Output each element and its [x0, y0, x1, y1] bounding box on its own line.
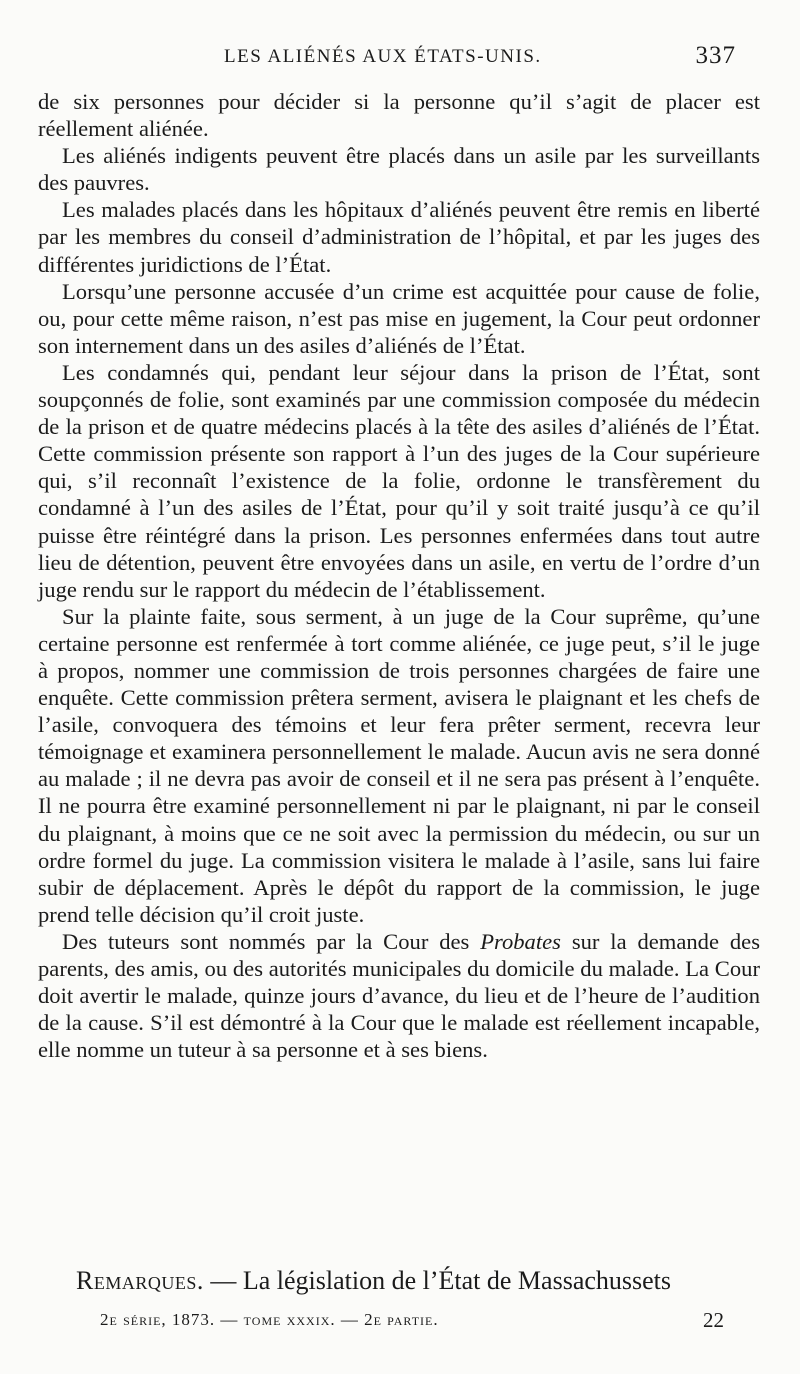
paragraph-text: sur la demande des parents, des amis, ou des autorités municipales du domicile du malade. La Cour doit avertir le malade, quinze jours d’avance, du lieu et de l’heure de l’audition de la cause. S’il est démontré à la Cour que le malade est réellement incapable, elle nomme un tuteur à sa personne et à ses biens.	[38, 928, 760, 1063]
printer-signature: 2e série, 1873. — tome xxxix. — 2e partie.	[100, 1310, 439, 1329]
paragraph: Sur la plainte faite, sous serment, à un juge de la Cour suprême, qu’une certaine personne est renfermée à tort comme aliénée, ce juge peut, s’il le juge à propos, nommer une commission de trois personnes chargées de faire une enquête. Cette commission prêtera serment, avisera le plaignant et les chefs de l’asile, convoquera des témoins et leur fera prêter serment, recevra leur témoignage et examinera personnellement le malade. Aucun avis ne sera donné au malade ; il ne devra pas avoir de conseil et il ne sera pas présent à l’enquête. Il ne pourra être examiné personnellement ni par le plaignant, ni par le conseil du plaignant, à moins que ce ne soit avec la permission du médecin, ou sur un ordre formel du juge. La commission visitera le malade à l’asile, sans lui faire subir de déplacement. Après le dépôt du rapport de la commission, le juge prend telle décision qu’il croit juste.	[38, 603, 760, 927]
body-text	[38, 88, 760, 1063]
remarks-text: — La législation de l’État de Massachussets	[203, 1266, 672, 1295]
paragraph: Les condamnés qui, pendant leur séjour dans la prison de l’État, sont soupçonnés de folie, sont examinés par une commission composée du médecin de la prison et de quatre médecins placés à la tête des asiles d’aliénés de l’État. Cette commission présente son rapport à l’un des juges de la Cour supérieure qui, s’il reconnaît l’existence de la folie, ordonne le transfèrement du condamné à l’un des asiles de l’État, pour qu’il y soit traité jusqu’à ce qu’il puisse être réintégré dans la prison. Les personnes enfermées dans tout autre lieu de détention, peuvent être envoyées dans un asile, en vertu de l’ordre d’un juge rendu sur le rapport du médecin de l’établissement.	[38, 359, 760, 602]
remarks-heading: Remarques.	[76, 1266, 204, 1295]
page-number: 337	[695, 42, 736, 69]
remarks-line	[38, 1266, 760, 1296]
running-head	[36, 44, 736, 78]
paragraph-text: Des tuteurs sont nommés par la Cour des	[62, 928, 481, 954]
paragraph: de six personnes pour décider si la personne qu’il s’agit de placer est réellement aliénée.	[38, 89, 760, 142]
paragraph: Les malades placés dans les hôpitaux d’aliénés peuvent être remis en liberté par les membres du conseil d’administration de l’hôpital, et par les juges des différentes juridictions de l’État.	[38, 197, 760, 277]
paragraph: Les aliénés indigents peuvent être placés dans un asile par les surveillants des pauvres.	[38, 143, 760, 196]
emphasis-probates: Probates	[480, 928, 561, 954]
sheet-number: 22	[703, 1308, 724, 1332]
paragraph: Lorsqu’une personne accusée d’un crime est acquittée pour cause de folie, ou, pour cette même raison, n’est pas mise en jugement, la Cour peut ordonner son internement dans un des asiles d’aliénés de l’État.	[38, 278, 760, 358]
running-title: LES ALIÉNÉS AUX ÉTATS-UNIS.	[224, 46, 542, 67]
paragraph	[38, 928, 760, 1063]
page-footer	[100, 1310, 724, 1336]
